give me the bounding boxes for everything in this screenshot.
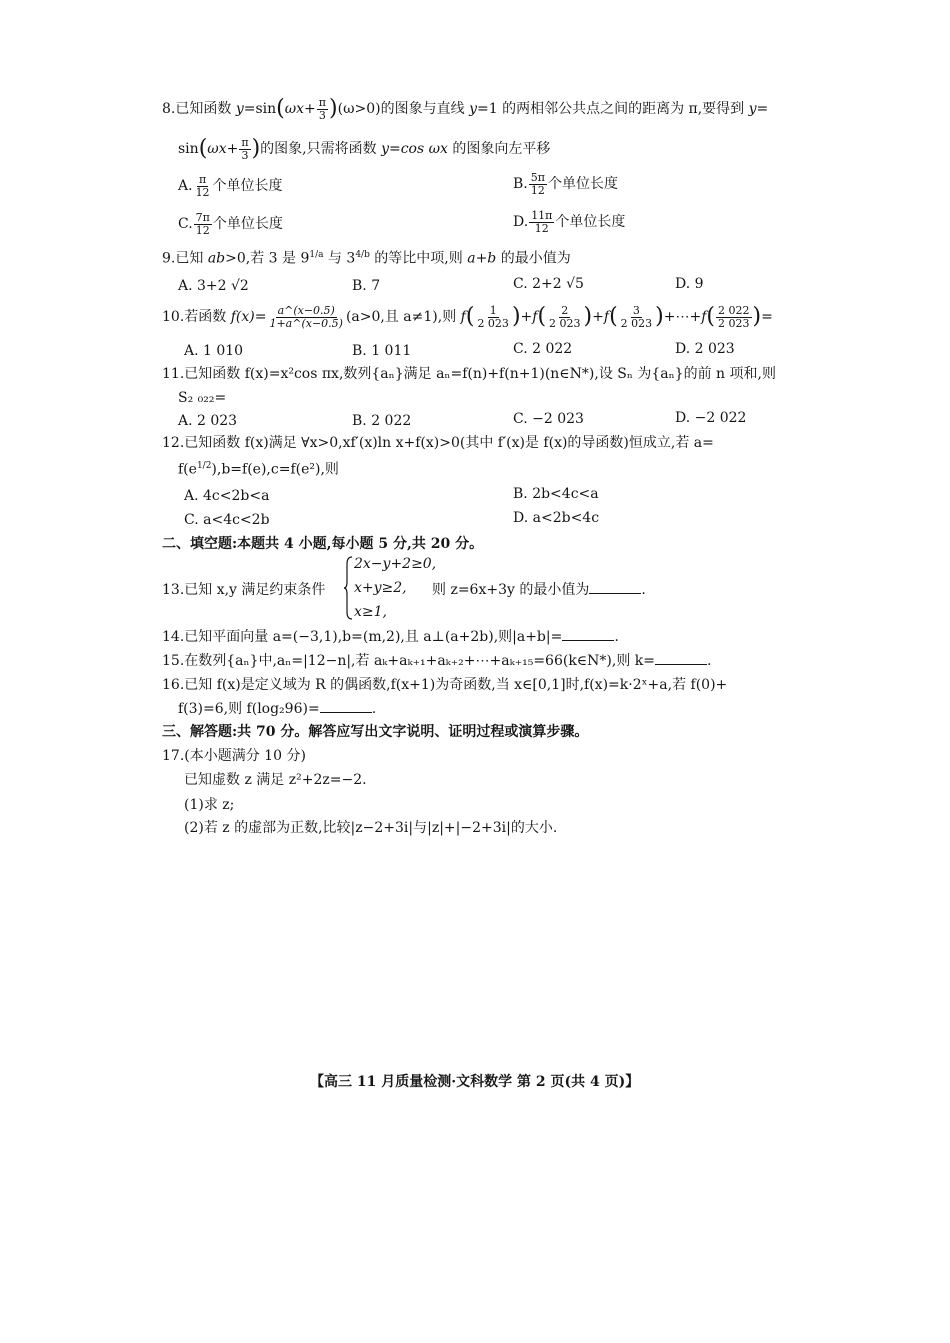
q8-text-a: 8.已知函数 — [162, 101, 236, 118]
q8-y2: y — [469, 101, 477, 118]
q15-text: 15.在数列{aₙ}中,aₙ=|12−n|,若 aₖ+aₖ₊₁+aₖ₊₂+⋯+aₖ₊₁₅=66(k∈N*),则 k= — [162, 653, 655, 669]
q9-exp1: 1/a — [309, 250, 324, 260]
answer-blank[interactable] — [655, 652, 707, 665]
q11-option-c: C. −2 023 — [513, 411, 584, 427]
q10-frac3 — [619, 305, 655, 329]
q10-frac4 — [716, 305, 752, 329]
q9-option-a: A. 3+2 √2 — [178, 278, 249, 294]
q9-option-b: B. 7 — [352, 278, 381, 294]
paren-close: ) — [329, 96, 338, 122]
option-text: 个单位长度 — [555, 214, 626, 231]
option-label: B. — [513, 176, 528, 193]
q10-f3: f — [603, 309, 610, 326]
q12-option-b: B. 2b<4c<a — [513, 486, 599, 502]
q8-y: y — [235, 101, 244, 118]
q8-text-f: 的图象向左平移 — [447, 141, 551, 158]
frac-den: 12 — [530, 183, 545, 197]
q10-frac2 — [547, 305, 583, 329]
q10-option-a: A. 1 010 — [184, 343, 244, 359]
q12-stem-line1: 12.已知函数 f(x)满足 ∀x>0,xf′(x)ln x+f(x)>0(其中 f′(x)是 f(x)的导函数)恒成立,若 a= — [162, 435, 714, 451]
section-fill-in-heading: 二、填空题:本题共 4 小题,每小题 5 分,共 20 分。 — [162, 536, 484, 552]
frac-num: 7π — [195, 211, 210, 224]
q8-option-a — [178, 174, 283, 198]
option-text: 个单位长度 — [212, 216, 283, 233]
q14-stem — [162, 628, 619, 646]
q11-stem-line1: 11.已知函数 f(x)=x²cos πx,数列{aₙ}满足 aₙ=f(n)+f(n+1)(n∈N*),设 Sₙ 为{aₙ}的前 n 项和,则 — [162, 366, 776, 382]
paren-close: ) — [752, 304, 762, 330]
q17-title: 17.(本小题满分 10 分) — [162, 748, 306, 764]
q8-cond: (ω>0) — [337, 101, 381, 118]
q13-constraint-1: 2x−y+2≥0, — [354, 556, 437, 572]
paren-close: ) — [655, 304, 664, 330]
q8-text-e: 的图象,只需将函数 — [260, 141, 382, 158]
q8-omega-x: ωx+ — [284, 101, 316, 118]
q10-option-c: C. 2 022 — [513, 341, 573, 357]
frac-num: π — [318, 96, 327, 109]
q13-constraint-2: x+y≥2, — [354, 580, 407, 596]
q10-fx: f(x)= — [230, 309, 267, 326]
q9-ab: ab — [207, 250, 226, 267]
frac-den: 2 023 — [477, 316, 509, 330]
option-label: C. — [178, 216, 193, 233]
q9-exp2: 4/b — [355, 250, 370, 260]
frac-den: 1+a^(x−0.5) — [269, 316, 343, 330]
frac-num: 2 — [561, 304, 569, 317]
q17-part-1: (1)求 z; — [184, 797, 235, 813]
q9-text-c: 与 3 — [323, 250, 356, 267]
paren-open: ( — [537, 304, 547, 330]
frac-den: 12 — [195, 223, 210, 237]
q9-text-a: 9.已知 — [162, 250, 208, 267]
left-brace — [343, 556, 353, 620]
q17-stem: 已知虚数 z 满足 z²+2z=−2. — [184, 772, 367, 788]
q16-stem-line2 — [178, 700, 376, 718]
frac-den: 2 023 — [620, 316, 653, 330]
page-footer: 【高三 11 月质量检测·文科数学 第 2 页(共 4 页)】 — [310, 1074, 640, 1090]
q8-text-d: = — [756, 101, 769, 118]
q8-text-b: 的图象与直线 — [380, 101, 470, 118]
q9-option-d: D. 9 — [675, 276, 704, 292]
q11-option-d: D. −2 022 — [675, 410, 747, 426]
q8-option-d — [513, 210, 625, 234]
option-frac — [194, 174, 212, 198]
frac-den: 2 023 — [549, 316, 581, 330]
q12-text-a: f(e — [178, 461, 197, 478]
q13-label: 13.已知 x,y 满足约束条件 — [162, 582, 326, 598]
q8-y3: y — [748, 101, 757, 118]
q10-f4: f — [701, 309, 707, 326]
paren-close: ) — [511, 304, 521, 330]
q11-option-a: A. 2 023 — [178, 413, 238, 429]
q8-cos: y=cos ωx — [381, 141, 448, 158]
q10-option-b: B. 1 011 — [352, 343, 412, 359]
q15-stem — [162, 652, 711, 670]
frac-den: 3 — [318, 108, 326, 122]
q10-plus1: + — [520, 309, 533, 326]
paren-open: ( — [465, 304, 475, 330]
q15-end: . — [707, 653, 712, 669]
q8-omega-x2: ωx+ — [207, 141, 239, 158]
q10-option-d: D. 2 023 — [675, 341, 735, 357]
frac-den: 3 — [241, 148, 249, 162]
q10-plus3: +⋯+ — [663, 309, 702, 326]
q13-end: . — [641, 582, 646, 598]
q12-stem-line2 — [178, 461, 339, 478]
q10-f2: f — [532, 309, 538, 326]
q8-line2 — [178, 137, 550, 161]
frac-num: 2 022 — [718, 304, 750, 317]
frac-num: 1 — [489, 304, 497, 317]
frac-num: 3 — [632, 304, 640, 317]
q16-stem-line1: 16.已知 f(x)是定义域为 R 的偶函数,f(x+1)为奇函数,当 x∈[0,1]时,f(x)=k·2ˣ+a,若 f(0)+ — [162, 677, 728, 693]
q11-stem-line2: S₂ ₀₂₂= — [178, 390, 227, 406]
option-text: 个单位长度 — [547, 176, 618, 193]
section-solution-heading: 三、解答题:共 70 分。解答应写出文字说明、证明过程或演算步骤。 — [162, 724, 589, 740]
q10-eq: = — [761, 309, 773, 326]
frac-den: 12 — [195, 185, 210, 199]
q10-text-b: (a>0,且 a≠1),则 — [345, 309, 461, 326]
q10-frac1 — [475, 305, 511, 329]
q8-option-b — [513, 172, 618, 196]
answer-blank[interactable] — [562, 628, 614, 641]
q8-frac-pi-3 — [317, 97, 328, 121]
q10-stem — [162, 305, 773, 329]
option-frac — [529, 172, 547, 196]
q8-sin: sin — [178, 141, 199, 158]
paren-open: ( — [609, 304, 618, 330]
q13-tail: 则 z=6x+3y 的最小值为 — [432, 582, 590, 598]
option-frac — [194, 212, 212, 236]
answer-blank[interactable] — [589, 581, 641, 594]
frac-num: 11π — [531, 209, 553, 222]
q8-text-c: =1 的两相邻公共点之间的距离为 π,要得到 — [476, 101, 749, 118]
q9-option-c: C. 2+2 √5 — [513, 276, 584, 292]
q10-plus2: + — [592, 309, 604, 326]
paren-close: ) — [583, 304, 593, 330]
paren-close: ) — [251, 136, 261, 162]
q12-option-a: A. 4c<2b<a — [184, 488, 270, 504]
q13-constraint-3: x≥1, — [354, 604, 387, 620]
q16-end: . — [371, 701, 377, 717]
paren-open: ( — [198, 136, 208, 162]
frac-num: π — [241, 136, 249, 149]
q13-question — [432, 581, 646, 599]
option-frac — [529, 210, 554, 234]
q9-text-e: 的最小值为 — [496, 250, 571, 267]
q10-main-frac — [267, 305, 345, 329]
frac-den: 12 — [534, 221, 549, 235]
q12-option-d: D. a<2b<4c — [513, 510, 600, 526]
q8-line1 — [162, 97, 768, 121]
q16-text: f(3)=6,则 f(log₂96)= — [178, 701, 320, 717]
q10-text-a: 10.若函数 — [162, 309, 231, 326]
q14-text: 14.已知平面向量 a=(−3,1),b=(m,2),且 a⊥(a+2b),则|a+b|= — [162, 629, 563, 645]
frac-num: 5π — [530, 171, 545, 184]
paren-open: ( — [276, 96, 285, 122]
q17-part-2: (2)若 z 的虚部为正数,比较|z−2+3i|与|z|+|−2+3i|的大小. — [184, 820, 558, 836]
q9-text-b: >0,若 3 是 9 — [225, 250, 310, 267]
answer-blank[interactable] — [320, 700, 372, 713]
q8-eq-sin: =sin — [243, 101, 277, 118]
q8-frac-pi-3b — [239, 137, 250, 161]
q9-text-d: 的等比中项,则 — [369, 250, 468, 267]
q12-option-c: C. a<4c<2b — [184, 512, 270, 528]
q10-f1: f — [460, 309, 466, 326]
option-text: 个单位长度 — [212, 178, 283, 195]
q8-option-c — [178, 212, 283, 236]
q12-exp: 1/2 — [196, 461, 212, 471]
q11-option-b: B. 2 022 — [352, 413, 412, 429]
q14-end: . — [614, 629, 619, 645]
q9-apb: a+b — [467, 250, 497, 267]
frac-num: a^(x−0.5) — [277, 304, 335, 317]
option-label: D. — [513, 214, 529, 231]
frac-den: 2 023 — [718, 316, 750, 330]
q9-stem — [162, 250, 571, 267]
frac-num: π — [198, 173, 207, 186]
q12-text-b: ),b=f(e),c=f(e²),则 — [211, 461, 339, 478]
paren-open: ( — [706, 304, 715, 330]
option-label: A. — [178, 178, 193, 195]
